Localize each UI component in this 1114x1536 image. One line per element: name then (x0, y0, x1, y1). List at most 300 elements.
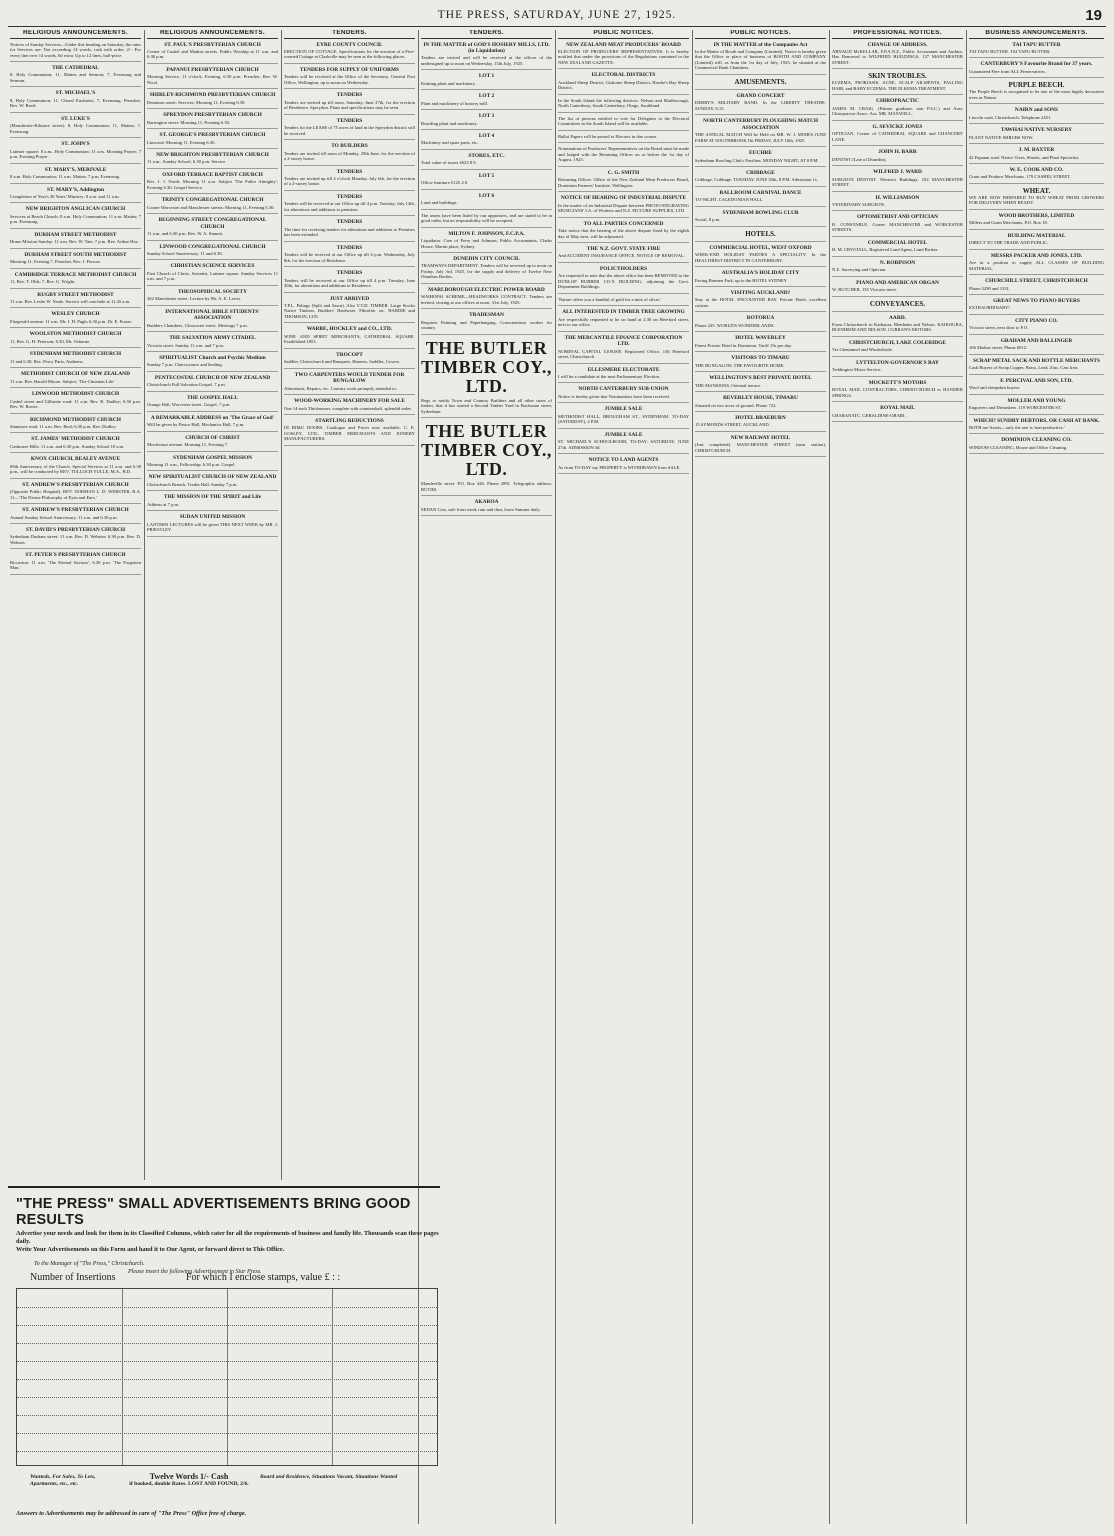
notice (10, 167, 141, 184)
notice-title: CITY PIANO CO. (1015, 317, 1058, 324)
notice-title: ST. MARY'S, MERIVALE (44, 166, 107, 173)
notice-text: Facing Bremen Park, up to the HOTEL SYDNEY. (695, 277, 788, 283)
notice-text: (Opposite Public Hospital). REV. NORMAN L. D. WEBSTER, B.A. 11—'The Divine Philosophy of Eyes and Ears.' (10, 489, 141, 500)
notice-title: THE CATHEDRAL (52, 65, 99, 71)
notice (10, 90, 141, 112)
notice-title: WILFRED J. WARD (873, 169, 922, 176)
notice (832, 169, 963, 191)
notice (969, 213, 1104, 230)
notice-title: AKAROA (474, 499, 499, 506)
notice (558, 170, 689, 192)
notice-text: Barrington street: Morning 11, Evening 6.30. (147, 119, 231, 125)
notice-text: Tenders are invited till noon of Monday, 29th June, for the erection of a 2-storey house. (284, 150, 415, 162)
notice-title: METHODIST CHURCH OF NEW ZEALAND (21, 371, 130, 378)
notice-text: LANTERN LECTURES will be given THIS NEXT WEEK by MR. J. PRIESTLEY. (147, 521, 278, 533)
notice (832, 380, 963, 402)
notice (695, 190, 826, 207)
notice-title: CANTERBURY'S Favourite Brand for 37 years. (980, 61, 1093, 68)
notice-title: H. WILLIAMSON (875, 194, 920, 201)
notice (284, 92, 415, 114)
notice-text: T.P.L. Palings (Split and Sawn), Also V.T.D. TIMBER. Large Stocks Native Timbers, Builders' Hardware, Fibrolite, etc. HARDIE and THOMSON, LTD. (284, 302, 415, 319)
ad-categories-left: Wanteds, For Sales, To Lets, Apartments, etc., etc. (30, 1474, 96, 1487)
notice (832, 240, 963, 257)
column-heading: TENDERS. (284, 30, 415, 39)
notice-text: VETERINARY SURGEON. (832, 201, 885, 207)
notice (969, 127, 1104, 144)
notice-text: 362 Manchester street. Lecture by Mr. A. E. Lewis. (147, 296, 242, 302)
column-rule (144, 30, 145, 1180)
notice (695, 315, 826, 332)
notice-text: Sunday 7 p.m. Clairvoyance and healing. (147, 362, 223, 368)
notice-text: 11, Rev. T. Olds; 7, Rev. G. Wright. (10, 279, 76, 285)
notice (147, 435, 278, 452)
notice-text: One 14-inch Thicknesser, complete with countershaft, splendid order. (284, 405, 412, 411)
notice-title: CHANGE OF ADDRESS. (867, 41, 928, 48)
notice (832, 72, 963, 95)
notice (147, 335, 278, 352)
notice-text: Stay at the HOTEL ENCOUNTER BAY. Private Hotel, excellent cuisine. (695, 297, 826, 308)
notice-text: Phone 245. WORLD'S WONDERLANDS. (695, 322, 775, 328)
notice-title: NOTICE OF HEARING OF INDUSTRIAL DISPUTE (560, 195, 687, 202)
notice-text: First Church of Christ, Scientist, Latimer square. Sunday Services 11 a.m. and 7 p.m. (147, 270, 278, 282)
notice (421, 42, 552, 71)
notice (969, 61, 1104, 78)
notice-title: TENDERS (336, 193, 363, 200)
notice (10, 527, 141, 549)
notice-title: RICHMOND METHODIST CHURCH (30, 416, 121, 423)
notice-text: Services at Beach Church: 8 a.m. Holy Communion; 11 a.m. Matins; 7 p.m. Evensong. (10, 213, 141, 225)
notice-title: IN THE MATTER of the Companies Act (713, 41, 808, 48)
notice-text: ECZEMA, PSORIASIS, ACNE, SCALP AILMENTS, FALLING HAIR, and BABY ECZEMA. THE ELKEMA TREATMENT. (832, 80, 963, 91)
notice-text: Notice is hereby given that Nominations have been received. (558, 393, 670, 399)
column-heading: PROFESSIONAL NOTICES. (832, 30, 963, 39)
small-ads-line: Advertise your needs and look for them in its Classified Columns, which cater for all the requirements of business and family life. Thousands scan these pages daily. (16, 1230, 439, 1245)
notice-title: ROYAL MAIL (880, 405, 915, 412)
notice-title: WOOLSTON METHODIST CHURCH (29, 331, 122, 338)
number-of-insertions-field[interactable]: Number of Insertions (30, 1272, 116, 1283)
ad-rate-sub: if booked, double Rates. LOST AND FOUND, 2/6. (129, 1481, 249, 1487)
notice-text: Cashmere Hills: 11 a.m. and 6.30 p.m. Sunday School 10 a.m. (10, 443, 125, 449)
notice-title: NEW RAILWAY HOTEL (730, 434, 791, 441)
notice-title: INTERNATIONAL BIBLE STUDENTS' ASSOCIATION (165, 308, 260, 322)
notice-title: ST. GEORGE'S PRESBYTERIAN CHURCH (159, 132, 266, 139)
notice (969, 298, 1104, 315)
notice-text: Teddington Motor Service. (832, 367, 882, 373)
notice-text: Tenders are invited up till noon, Saturday, June 27th, for the erection of Residence, Spreydon. Plans and specifications may be seen. (284, 99, 415, 111)
notice-title: JUMBLE SALE (604, 431, 643, 438)
notice-title: AUSTRALIA'S HOLIDAY CITY (721, 270, 800, 277)
notice-title: SYDENHAM METHODIST CHURCH (29, 351, 122, 358)
notice (969, 167, 1104, 184)
notice (10, 141, 141, 163)
notice (10, 311, 141, 328)
notice-title: N. ROBINSON (879, 259, 916, 266)
notice-text: Home Mission Sunday: 11 a.m. Rev. W. Tate; 7 p.m. Rev. Arthur Hay. (10, 239, 139, 245)
notice-text: The Purple Beech is recognised to be one of the most highly decorative trees in Nature. (969, 89, 1104, 100)
notice-text: Lincoln road, Christchurch. Telephone 2451. (969, 114, 1052, 120)
notice (969, 187, 1104, 210)
notice (969, 278, 1104, 295)
notice-title: MOLLER AND YOUNG (1007, 397, 1066, 404)
notice (284, 143, 415, 165)
notice-title: MILTON F. JOHNSON, F.C.P.A. (448, 230, 525, 237)
notice-text: Sunday School Anniversary, 11 and 6.30. (147, 250, 223, 256)
notice-title: STARTLING REDUCTIONS (315, 418, 384, 424)
notice (10, 482, 141, 504)
notice-text: Wool and sheepskin buyers. (969, 385, 1021, 391)
notice-title: COMMERCIAL HOTEL, WEST OXFORD (709, 244, 812, 251)
notice-title: WHICH? SUNDRY DEBTORS, OR CASH AT BANK. (973, 417, 1100, 424)
notice-title: C. G. SMITH (607, 169, 640, 176)
notice-title: GRAND CONCERT (736, 92, 785, 99)
notice-text: TRAMWAYS DEPARTMENT. Tenders will be received up to noon on Friday, July 3rd, 1925, for the supply and delivery of Twelve New Omnibus Bodies. (421, 263, 552, 280)
notice-title: MOCKETT'S MOTORS (868, 379, 927, 386)
notice (695, 42, 826, 75)
notice-text: Machinery and spare parts, etc. (421, 140, 479, 146)
notice (969, 147, 1104, 164)
notice-text: Tenders will be received at our Office up till 4 p.m. Tuesday, June 30th, for alterations and additions to Residence. (284, 277, 415, 289)
notice (695, 170, 826, 187)
notice-text: THE ANNUAL MATCH Will be Held on MR. W. J. MOIR'S JUNE FARM AT SOUTHBROOK On FRIDAY, JULY 10th, 1925. (695, 132, 826, 143)
notice-title: CHURCHILL STREET, CHRISTCHURCH (985, 278, 1088, 285)
notice (10, 331, 141, 348)
notice-title: AARD. (889, 314, 906, 321)
notice (695, 150, 826, 167)
notice-title: THE N.Z. GOVT. STATE FIRE (586, 246, 661, 253)
ad-rates (124, 1472, 254, 1488)
enclose-stamps-field[interactable]: For which I enclose stamps, value £ : : (186, 1272, 341, 1283)
column-5 (558, 30, 689, 1524)
notice-text: 11, Rev. G. H. Peterson; 6.30, Mr. Osborne. (10, 338, 91, 344)
notice-text: Via Glentunnel and Windwhistle. (832, 347, 894, 353)
column-heading: BUSINESS ANNOUNCEMENTS. (969, 30, 1104, 39)
notice (832, 124, 963, 146)
notice-text: Annual Sunday School Anniversary, 11 a.m. and 6.30 p.m. (10, 514, 118, 520)
notice (284, 352, 415, 369)
notice-title: AMUSEMENTS. (734, 77, 787, 86)
notice-title: POLICYHOLDERS (599, 265, 648, 272)
to-manager: To the Manager of "The Press," Christchurch. (34, 1261, 145, 1267)
notice-text: Alterations, Repairs, etc. Country work promptly attended to. (284, 385, 397, 391)
notice-text: ST. MICHAEL'S SCHOOLROOM, TO-DAY, SATURDAY, JUNE 27th. ADMISSION 3d. (558, 439, 689, 450)
notice (147, 112, 278, 129)
notice-text: Morning Service, 11 o'clock. Evening, 6.30 p.m. Preacher, Rev. W. Nicol. (147, 74, 278, 85)
notice-text: 'Nature offers you a handful of gold for a mite of silver.' (558, 296, 661, 302)
notice-text: Are requested to note that the above office has been REMOVED to the DUNLOP RUBBER CO.'S BUILDING, adjoining the Govt. Department Buildings. (558, 273, 689, 290)
notice-title: LINWOOD CONGREGATIONAL CHURCH (159, 243, 266, 250)
notice (147, 494, 278, 511)
notice (147, 263, 278, 285)
notice (832, 300, 963, 312)
notice-title: TROCOPT (336, 351, 363, 358)
notice (147, 514, 278, 536)
notice (969, 81, 1104, 104)
notice (832, 98, 963, 120)
notice-title: PENTECOSTAL CHURCH OF NEW ZEALAND (154, 374, 271, 381)
form-header-row (16, 1270, 436, 1286)
notice-text: Social, 8 p.m. (695, 217, 721, 223)
notice-text: 15 SYMONDS STREET, AUCKLAND. (695, 422, 770, 428)
notice-title: ST. PAUL'S PRESBYTERIAN CHURCH (164, 41, 261, 48)
notice-text: Rev. J. J. North: Morning 11 a.m. Subject 'The Fuller Almighty'; Evening 6.30, Gospel Service. (147, 179, 278, 190)
notice-text: Guaranteed Free from ALL Preservatives. (969, 68, 1047, 74)
notice (558, 116, 689, 131)
notice-text: Morning 11, Evening 7. Preacher, Rev. J. Ferrow. (10, 259, 101, 265)
notice-text: 8, Holy Communion; 11, Choral Eucharist; 7, Evensong. Preacher, Rev. W. Reed. (10, 97, 141, 109)
notice-title: WOOD BROTHERS, LIMITED (998, 212, 1075, 219)
notice-title: NORTH CANTERBURY PLOUGHING MATCH ASSOCIATION (702, 118, 819, 131)
notice-title: LYTTELTON-GOVERNOR'S BAY (856, 359, 939, 366)
notice-title: EYRE COUNTY COUNCIL (316, 41, 383, 48)
notice-title: STORES, ETC. (468, 152, 505, 159)
notice-title: TENDERS (336, 117, 363, 124)
notice-text: (Just completed). MANCHESTER STREET (near station), CHRISTCHURCH. (695, 442, 826, 453)
notice (558, 98, 689, 113)
notice-text: Builders Chambers, Gloucester street. Meetings 7 p.m. (147, 322, 248, 328)
notice-title: TRADESMAN (469, 312, 504, 319)
column-8 (969, 30, 1104, 1524)
notice (421, 193, 552, 210)
notice-title: THE GOSPEL HALL (187, 394, 238, 401)
column-rule (555, 30, 556, 1524)
notice-title: WELLINGTON'S BEST PRIVATE HOTEL (709, 375, 812, 382)
notice-text: 11 and 6.30, Rev. Percy Paris, Anthems. (10, 358, 84, 364)
notice-text: W. BUTCHER, 155 Victoria street. (832, 287, 897, 293)
notice (10, 507, 141, 524)
notice-title: EUCHRE (748, 150, 773, 157)
notice-text: Land and buildings. (421, 200, 458, 206)
notice (10, 42, 141, 63)
notice-title: OXFORD TERRACE BAPTIST CHURCH (162, 171, 263, 178)
notice-title: PIANO AND AMERICAN ORGAN (856, 279, 939, 286)
notice-text: ERECTION OF COTTAGE. Specifications for the erection of a Five-roomed Cottage at Clarkville may be seen at the following places. (284, 48, 415, 60)
notice (10, 116, 141, 138)
notice (558, 432, 689, 454)
notice-text: Office furniture £125 4 0. (421, 180, 469, 186)
notice-title: WESLEY CHURCH (51, 311, 100, 318)
notice-text: Victoria street, next door to P.O. (969, 325, 1029, 331)
notice (421, 133, 552, 150)
notice-text: H. M. CRYSTALL, Registered Land Agent, Land Broker. (832, 247, 939, 253)
notice (421, 287, 552, 309)
notice-text: (Manchester-Kilmore street): 8, Holy Communion; 11, Matins; 7, Evensong. (10, 123, 141, 134)
notice-text: Victoria street. Sunday 11 a.m. and 7 p.m. (147, 342, 225, 348)
notice (832, 405, 963, 422)
notice-title: SCRAP METAL SACK AND BOTTLE MERCHANTS (972, 357, 1101, 364)
notice-text: Plant and machinery of hosiery mill. (421, 100, 489, 106)
notice-title: CAMBRIDGE TERRACE METHODIST CHURCH (14, 271, 137, 278)
notice-text: Tenders are invited up till 4 o'clock Monday, July 6th, for the erection of a 2-storey house. (284, 175, 415, 187)
notice-text: Boarding plant and machinery. (421, 120, 478, 126)
notice-text: 69th Anniversary of the Church. Special Services at 11 a.m. and 6.30 p.m., will be conducted by REV. TULLOCH YULLE, M.A., B.D. (10, 463, 141, 475)
notice-text: Millers and Grain Merchants, P.O. Box 18. (969, 220, 1048, 226)
notice-title: TWO CARPENTERS WOULD TENDER FOR BUNGALOW (294, 371, 405, 385)
notice (147, 474, 278, 491)
notice-title: CHURCH OF CHRIST (185, 434, 240, 441)
column-rule (829, 30, 830, 1524)
notice (695, 415, 826, 432)
notice-title: LOT 1 (478, 73, 495, 80)
notice-title: TENDERS (336, 270, 363, 277)
notice (147, 375, 278, 392)
notice (969, 398, 1104, 415)
notice-title: ST. ANDREW'S PRESBYTERIAN CHURCH (22, 507, 129, 514)
notice-text: 11 a.m. Rev. Leslie W. Neale. Service will conclude at 11.45 a.m. (10, 298, 131, 304)
notice-text: PLANT NATIVE SHRUBS NOW. (969, 134, 1034, 140)
notice-title: SUDAN UNITED MISSION (179, 514, 246, 521)
notice (10, 417, 141, 434)
notice-title: COMMERCIAL HOTEL (867, 239, 928, 246)
notice-text: Orange Hall, Worcester street. Gospel, 7 p.m. (147, 402, 231, 408)
notice-title: ST. ANDREW'S PRESBYTERIAN CHURCH (22, 481, 129, 488)
notice-title: RUGBY STREET METHODIST (37, 291, 114, 298)
notice (147, 67, 278, 89)
notice-text: WEEK-END HOLIDAY PARTIES A SPECIALITY. In the HEALTHIEST DISTRICT IN CANTERBURY. (695, 252, 826, 263)
notice (10, 252, 141, 269)
notice-title: HOTEL BRAEBURN (735, 415, 786, 421)
notice-text: ELECTION OF PRODUCERS' REPRESENTATIVES. It is hereby notified that under the provisions of the Regulations contained in the NEW ZEALAND GAZETTE. (558, 48, 689, 65)
notice-title: G. SEVICKE JONES (872, 123, 923, 130)
notice (147, 197, 278, 214)
notice-title: TENDERS (336, 219, 363, 226)
notice-title: TENDERS (336, 92, 363, 99)
notice-text: 8, Holy Communion; 11, Matins and Sermon; 7, Evensong and Sermon. (10, 72, 141, 83)
notice-text: Begs to notify Town and Country Builders and all other users of timber, that it has started a Second Timber Yard in Buchanan street, Sydenham. (421, 397, 552, 414)
notice (558, 195, 689, 217)
notice-title: NORTH CANTERBURY SUB-UNION (578, 386, 669, 393)
notice (147, 355, 278, 372)
notice-text: In the Matter of Booth and Company (Limited). Notice is hereby given that the Office or place of business of BOOTH AND COMPANY (Limited) will, as from the 1st day of July, 1925, be situated at the Commercial Bank Chambers. (695, 48, 826, 71)
notice-text: DEBRY'S MILITARY BAND, In the LIBERTY THEATRE. SUNDAY, 8.15. (695, 100, 826, 111)
notice (284, 67, 415, 89)
notice-text: Ballot Papers will be posted to Electors in due course. (558, 133, 658, 139)
notice-title: TAWHAI NATIVE NURSERY (1000, 127, 1073, 134)
notice-title: ELLESMERE ELECTORATE (587, 366, 660, 373)
notice (969, 378, 1104, 395)
notice-text: Christchurch Branch, Trades Hall. Sunday 7 p.m. (147, 481, 238, 487)
column-rule (281, 30, 282, 1180)
notice (147, 92, 278, 109)
ad-categories-right: Board and Residence, Situations Vacant, Situations Wanted (260, 1474, 398, 1480)
notice (147, 42, 278, 64)
notice-text: Finest Private Hotel in Dominion. Tariff 15s per day. (695, 342, 792, 348)
notice (10, 232, 141, 249)
notice-text: Tenders will be received at our Office up till 4 p.m. Wednesday, July 8th, for the erection of Residence. (284, 252, 415, 263)
notice (558, 72, 689, 94)
notice-title: KNOX CHURCH, BEALEY AVENUE (30, 456, 121, 463)
notice (558, 309, 689, 331)
notice-title: GREAT NEWS TO PIANO BUYERS (993, 298, 1080, 305)
notice-title: ST. JAMES' METHODIST CHURCH (31, 436, 120, 443)
notice-title: TAI TAPU BUTTER (1012, 41, 1061, 48)
notice (969, 233, 1104, 250)
notice (558, 457, 689, 474)
notice-text: CHARANATC, GERALDINE-ORARI. (832, 412, 906, 418)
notice-text: In the South Island the following districts: Nelson and Marlborough, North Canterbury, South Canterbury, Otago, Southland. (558, 97, 689, 109)
notice (10, 371, 141, 388)
notice-title: F. PERCIVAL AND SON, LTD. (1000, 377, 1073, 384)
notice-text: Tenders will be received at our Office up till 4 p.m. Tuesday, July 14th, for alterations and additions to premises. (284, 201, 415, 212)
notice-title: CRIBBAGE (746, 170, 775, 177)
notice-text: N.Z. Surveying and Optician. (832, 267, 887, 273)
notice-title: SHIRLEY-RICHMOND PRESBYTERIAN CHURCH (149, 92, 276, 99)
notice (10, 272, 141, 289)
notice (284, 270, 415, 292)
notice-title: NEW ZEALAND MEAT PRODUCERS' BOARD (566, 41, 681, 48)
notice (832, 360, 963, 377)
notice-title: LOT 4 (478, 133, 495, 140)
notice (284, 245, 415, 267)
notice (969, 107, 1104, 124)
notice-text: The time for receiving tenders for alterations and additions to Premises has been extended. (284, 226, 415, 238)
notice (284, 418, 415, 446)
insert-request: Please insert the following Advertisement in Star Press. (128, 1269, 262, 1275)
notice-text: The assets have been listed by our appraisers, and are stated to be in good order, but no responsibility will be accepted. (421, 212, 552, 224)
word-entry-grid[interactable] (16, 1288, 438, 1466)
notice-title: DURHAM STREET SOUTH METHODIST (24, 251, 127, 258)
notice (147, 244, 278, 261)
notice-title: BEGINNING STREET CONGREGATIONAL CHURCH (158, 217, 267, 230)
notice-title: W. E. COOK AND CO. (1009, 167, 1064, 174)
column-rule (692, 30, 693, 1524)
notice-text: Take notice that the hearing of the above dispute fixed by the eighth day of May next, will be adjourned. (558, 228, 689, 239)
notice-title: LOT 6 (478, 192, 495, 199)
notice-text: OPTICIAN. Corner of CATHEDRAL SQUARE and CHANCERY LANE. (832, 131, 963, 142)
notice-text: WINDOW CLEANING, House and Office Cleaning. (969, 444, 1068, 450)
column-2 (147, 30, 278, 1180)
column-heading: PUBLIC NOTICES. (695, 30, 826, 39)
notice-text: TAI TAPU BUTTER. TAI TAPU BUTTER. (969, 48, 1051, 54)
notice-text: IN RIMU DOORS. Catalogue and Prices now available. C. E. GOSLEY, LTD., TIMBER MERCHANTS AND JOINERY MANUFACTURERS. (284, 425, 415, 442)
notice (558, 246, 689, 263)
notice-text: ARNAUD McKELLAR, F.P.A.N.Z., Public Accountant and Auditor, Has Removed to WILFRIED BUILDINGS, 137 MANCHESTER STREET. (832, 48, 963, 65)
column-4 (421, 30, 552, 1524)
notice (832, 315, 963, 337)
notice-title: WHEAT. (1022, 186, 1051, 195)
notice-title: SPIRITUALIST Church and Psychic Medium (159, 355, 266, 361)
notice (10, 292, 141, 309)
notice (558, 386, 689, 403)
notice-text: Tenders for the LEASE of 75 acres of land in the Spreydon district will be received. (284, 125, 415, 136)
notice (832, 195, 963, 212)
notice-title: PAPANUI PRESBYTERIAN CHURCH (166, 66, 259, 73)
notice-text: THE BUNGALOW, THE FAVOURITE HOME. (695, 362, 785, 368)
notice-title: VISITORS TO TIMARU (731, 355, 790, 362)
notice (421, 213, 552, 228)
notice-text: THE MANSIONS, Oriental terrace. (695, 382, 762, 388)
notice-title: THE BUTLER TIMBER COY., LTD. (421, 421, 552, 480)
notice-text: Address at 7 p.m. (147, 501, 180, 507)
notice-text: Cash Buyers of Scrap Copper, Brass, Lead, Zinc, Cast Iron. (969, 365, 1079, 371)
notice (284, 296, 415, 324)
notice-title: THEOSOPHICAL SOCIETY (177, 288, 248, 295)
notice-text: Total value of stores £623 8 0. (421, 160, 477, 166)
notice-title: LINWOOD METHODIST CHURCH (31, 391, 120, 398)
column-heading: TENDERS. (421, 30, 552, 39)
notice-title: THE MISSION OF THE SPIRIT and Life (163, 494, 262, 501)
notice-title: ELECTORAL DISTRICTS (591, 72, 656, 79)
notice-title: J. M. BAXTER (1018, 147, 1055, 154)
notice-title: SYDENHAM GOSPEL MISSION (172, 454, 253, 461)
notice-text: Notices of Sunday Services—Under this heading on Saturday, the rates for Services are: Not exceeding 14 words, cash with order, 2/-. For every line over 14 words, 6d extra. Up to 12 lines, half-price. (10, 41, 141, 58)
notice-text: Corner Worcester and Manchester streets: Morning 11, Evening 6.30. (147, 204, 275, 210)
notice-text: Fitzgerald avenue: 11 a.m. Mr. J. H. Pugh; 6.30 p.m. Dr. E. Fraser. (10, 318, 132, 324)
notice (695, 270, 826, 287)
notice-title: CHRISTIAN SCIENCE SERVICES (170, 263, 255, 270)
notice-title: VISITING AUCKLAND? (730, 290, 791, 297)
notice-title: TRINITY CONGREGATIONAL CHURCH (161, 197, 264, 204)
notice-title: IN THE MATTER of GOD'S HOSIERY MILLS, LTD. (in Liquidation) (423, 41, 550, 54)
